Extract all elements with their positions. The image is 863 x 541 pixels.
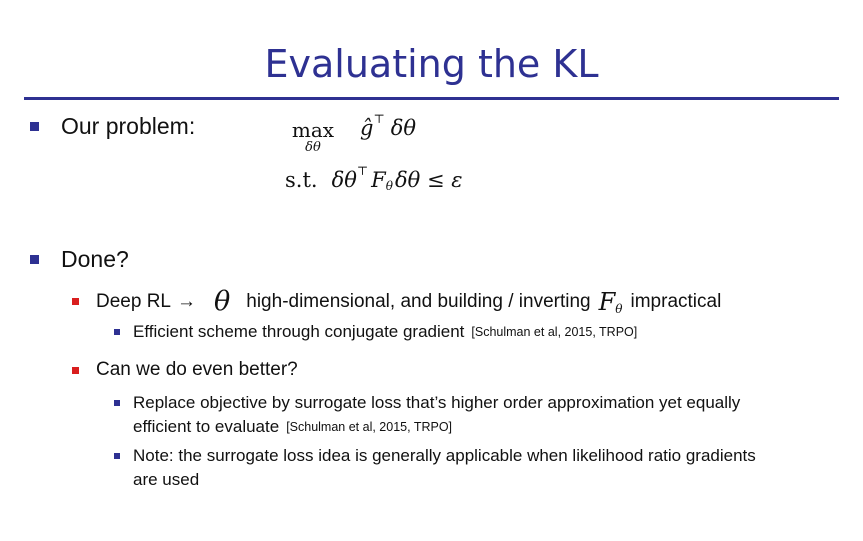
square-bullet-icon [114,453,120,459]
square-bullet-icon [72,367,79,374]
note-line-2: are used [133,470,200,489]
square-bullet-icon [114,329,120,335]
delta-theta: δθ [390,116,417,140]
do-better-text: Can we do even better? [96,359,298,380]
note-line-1: Note: the surrogate loss idea is generally applicable when likelihood ratio gradients [133,446,756,465]
transpose-symbol: ⊤ [373,112,385,126]
bullet-deep-rl [72,286,721,317]
deep-rl-middle-text: high-dimensional, and building / inverting [246,290,591,312]
objective-expression [360,112,417,140]
constraint-expression [285,164,463,193]
square-bullet-icon [30,122,39,131]
deep-rl-suffix: impractical [630,290,722,312]
delta-theta: δθ [331,168,357,192]
conjugate-gradient-text: Efficient scheme through conjugate gradient [133,322,465,341]
our-problem-label: Our problem: [61,113,196,139]
bullet-our-problem [30,113,195,140]
fisher-F: F [598,287,616,316]
bullet-surrogate-loss [114,393,740,413]
max-subscript: δθ [305,140,321,155]
theta-symbol: θ [214,286,231,317]
citation: [Schulman et al, 2015, TRPO] [471,325,638,339]
surrogate-line-2: efficient to evaluate [133,417,280,436]
surrogate-line-1: Replace objective by surrogate loss that’s higher order approximation yet equally [133,393,741,412]
subject-to: s.t. [285,168,318,192]
constraint-rhs: δθ ≤ ε [394,168,463,192]
note-line-2-row [133,470,199,490]
citation: [Schulman et al, 2015, TRPO] [286,420,453,434]
slide-title: Evaluating the KL [264,42,599,86]
bullet-done [30,246,129,273]
fisher-F: F [371,168,386,192]
max-operator [288,118,338,155]
surrogate-line-2-row [133,417,452,437]
deep-rl-text: Deep RL [96,290,171,312]
bullet-note [114,446,756,466]
square-bullet-icon [30,255,39,264]
done-label: Done? [61,246,129,272]
fisher-subscript: θ [615,301,623,316]
g-hat: ĝ [360,116,374,140]
square-bullet-icon [114,400,120,406]
right-arrow-icon: → [177,290,196,312]
bullet-do-better [72,359,298,381]
max-word: max [291,118,335,142]
fisher-subscript: θ [385,179,393,193]
square-bullet-icon [72,298,79,305]
bullet-conjugate-gradient [114,322,637,342]
title-rule [24,97,839,100]
transpose-symbol: ⊤ [356,164,369,178]
